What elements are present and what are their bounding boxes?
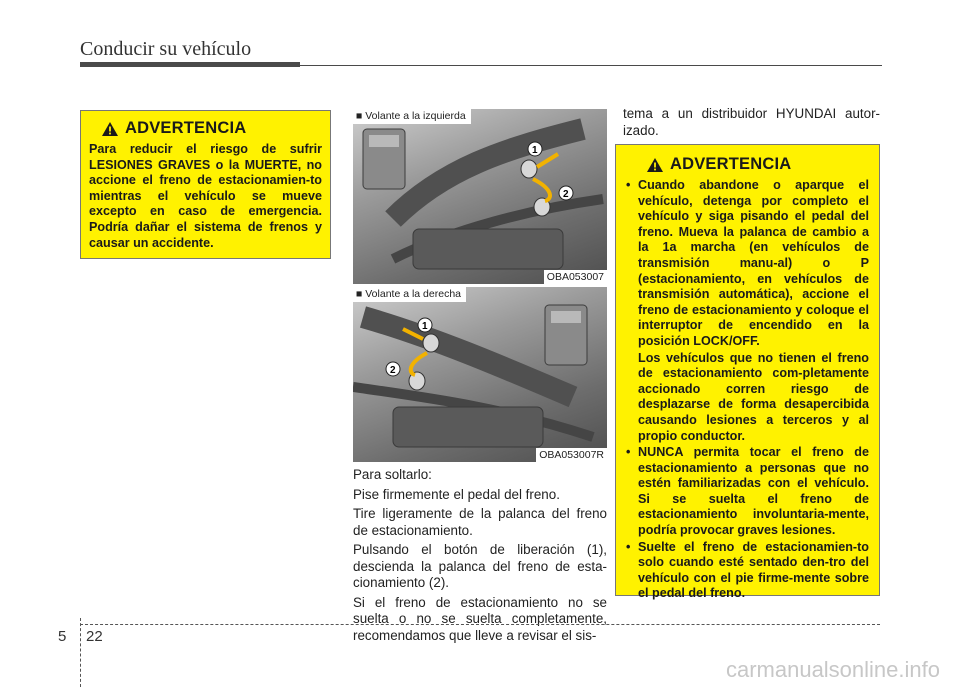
header-rule [300, 65, 882, 66]
warning-text: Para reducir el riesgo de sufrir LESIONES GRAVES o la MUERTE, no accione el freno de estacionamien-to mientras el vehículo se mueve excepto en caso de emergencia. Podría dañar el sistema de frenos y causar un accidente. [89, 142, 322, 250]
warning-box-left [80, 110, 331, 259]
warning-bullet-text: Cuando abandone o aparque el vehículo, detenga por completo el vehículo y siga pisando el pedal del freno. Mueva la palanca de cambio a la 1a marcha (en vehículos de transmisión manu-al) o P (estacionamiento, en vehículos de transmisión automática), accione el freno de estacionamiento y coloque el interruptor de encendido en la posición LOCK/OFF. [638, 178, 869, 348]
parking-brake-illustration [353, 287, 607, 462]
warning-triangle-icon [646, 157, 664, 173]
body-paragraph: Pulsando el botón de liberación (1), descienda la palanca del freno de esta-cionamiento (2). [353, 542, 607, 590]
photo-right-hand-drive [353, 287, 607, 462]
watermark: carmanualsonline.info [725, 657, 940, 682]
warning-bullet [626, 178, 869, 444]
body-paragraph: Tire ligeramente de la palanca del freno de estacionamiento. [353, 506, 607, 538]
warning-bullet [626, 445, 869, 539]
marker-2: 2 [563, 189, 569, 200]
bullet-glyph: • [626, 539, 631, 554]
bullet-glyph: • [626, 445, 631, 460]
warning-bullet [626, 540, 869, 602]
marker-1: 1 [422, 321, 428, 332]
photo-code: OBA053007 [544, 270, 607, 284]
header-bar [80, 62, 300, 67]
warning-triangle-icon [101, 121, 119, 137]
warning-bullet-text: Suelte el freno de estacionamien-to solo cuando esté sentado den-tro del vehículo con el pie firme-mente sobre el pedal del freno. [638, 539, 869, 601]
warning-heading-text: ADVERTENCIA [670, 155, 792, 173]
parking-brake-illustration [353, 109, 607, 284]
footer-rule [80, 624, 880, 625]
body-paragraph: Pise firmemente el pedal del freno. [353, 486, 560, 502]
warning-heading-text: ADVERTENCIA [125, 119, 247, 137]
body-continuation: tema a un distribuidor HYUNDAI autor-izado. [623, 106, 880, 138]
warning-heading [101, 119, 322, 138]
chapter-number: 5 [58, 628, 67, 645]
bullet-glyph: • [626, 178, 631, 192]
marker-2: 2 [390, 365, 396, 376]
warning-box-right [615, 144, 880, 601]
body-text [353, 467, 607, 647]
warning-bullet-text: Los vehículos que no tienen el freno de estacionamiento com-pletamente accionado corren riesgo de desplazarse de forma desapercibida causando lesiones a terceros y al propio conductor. [638, 350, 869, 443]
body-paragraph: Si el freno de estacionamiento no se suelta o no se suelta completamente, recomendamos que lleve a revisar el sis- [353, 594, 607, 643]
photo-caption: ■ Volante a la izquierda [353, 109, 471, 124]
warning-bullet-text: NUNCA permita tocar el freno de estacionamiento a personas que no estén familiarizadas con el vehículo. Si se suelta el freno de estacionamiento involuntaria-mente, podría provocar graves lesiones. [638, 445, 869, 538]
marker-1: 1 [532, 145, 538, 156]
body-paragraph: Para soltarlo: [353, 467, 432, 482]
warning-heading [646, 155, 869, 174]
photo-caption: ■ Volante a la derecha [353, 287, 466, 302]
photo-code: OBA053007R [536, 448, 607, 462]
footer-divider [80, 618, 81, 687]
page-number: 22 [86, 628, 103, 645]
photo-left-hand-drive [353, 109, 607, 284]
page-header-title: Conducir su vehículo [80, 38, 252, 60]
